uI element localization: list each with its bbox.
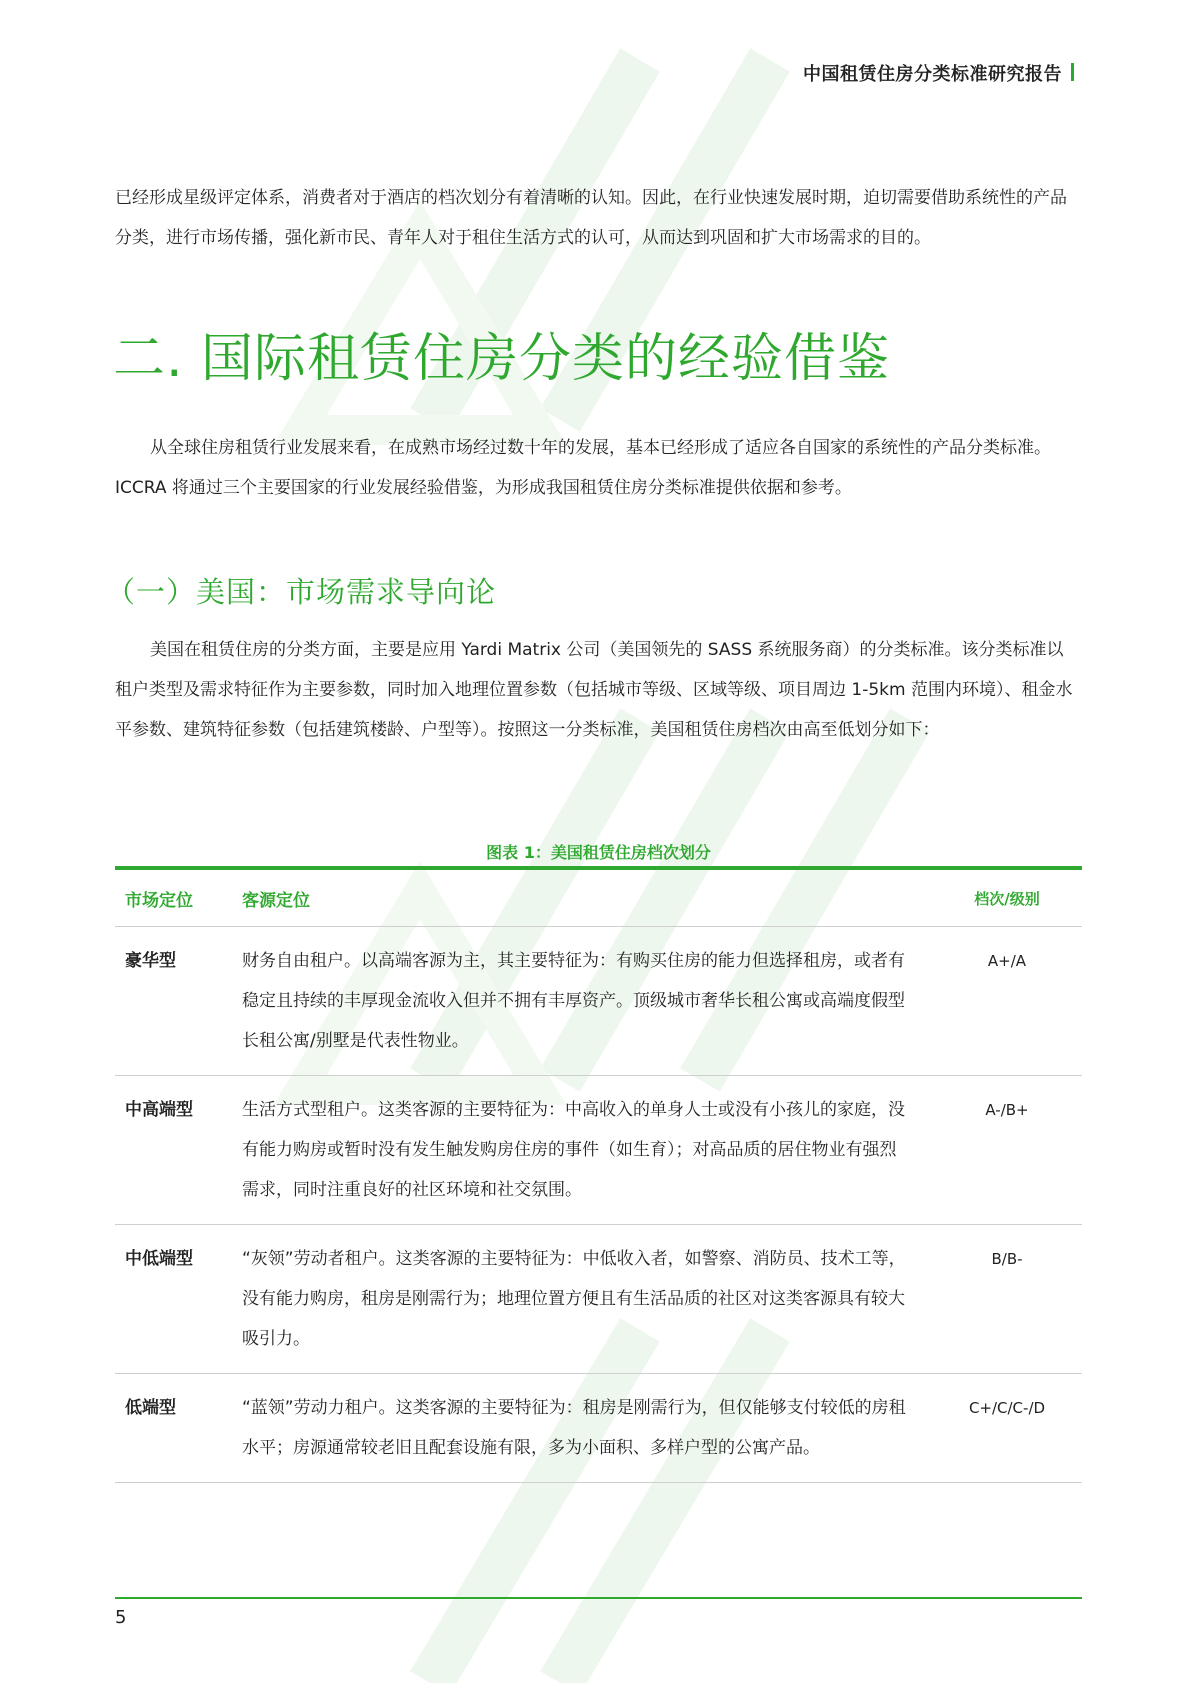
row-customer: 生活方式型租户。这类客源的主要特征为：中高收入的单身人士或没有小孩儿的家庭，没有能力购房或暂时没有发生触发购房住房的事件（如生育）；对高品质的居住物业有强烈需求，同时注重良好的社区环境和社交氛围。	[242, 1100, 905, 1200]
table-header-row	[115, 870, 1082, 927]
row-position: 低端型	[125, 1398, 176, 1418]
row-customer: 财务自由租户。以高端客源为主，其主要特征为：有购买住房的能力但选择租房，或者有稳定且持续的丰厚现金流收入但并不拥有丰厚资产。顶级城市奢华长租公寓或高端度假型长租公寓/别墅是代表性物业。	[242, 951, 905, 1051]
table-row	[115, 1225, 1082, 1374]
row-grade: B/B-	[991, 1250, 1023, 1268]
table-row	[115, 927, 1082, 1076]
row-position: 中高端型	[125, 1100, 193, 1120]
row-grade: A+/A	[987, 952, 1027, 970]
subsection-title: （一）美国：市场需求导向论	[106, 575, 497, 609]
header-accent-bar	[1071, 63, 1074, 81]
us-paragraph: 美国在租赁住房的分类方面，主要是应用 Yardi Matrix 公司（美国领先的 SASS 系统服务商）的分类标准。该分类标准以租户类型及需求特征作为主要参数，同时加入地理位置参数（包括城市等级、区域等级、项目周边 1-5km 范围内环境）、租金水平参数、建筑特征参数（包括建筑楼龄、户型等）。按照这一分类标准，美国租赁住房档次由高至低划分如下：	[115, 640, 1073, 740]
section-paragraph: 从全球住房租赁行业发展来看，在成熟市场经过数十年的发展，基本已经形成了适应各自国家的系统性的产品分类标准。ICCRA 将通过三个主要国家的行业发展经验借鉴，为形成我国租赁住房分类标准提供依据和参考。	[115, 438, 1051, 498]
row-position: 豪华型	[125, 951, 176, 971]
intro-paragraph: 已经形成星级评定体系，消费者对于酒店的档次划分有着清晰的认知。因此，在行业快速发展时期，迫切需要借助系统性的产品分类，进行市场传播，强化新市民、青年人对于租住生活方式的认可，从而达到巩固和扩大市场需求的目的。	[115, 188, 1067, 248]
row-position: 中低端型	[125, 1249, 193, 1269]
section-title: 二. 国际租赁住房分类的经验借鉴	[113, 329, 891, 389]
table-row	[115, 1374, 1082, 1483]
row-customer: “蓝领”劳动力租户。这类客源的主要特征为：租房是刚需行为，但仅能够支付较低的房租水平；房源通常较老旧且配套设施有限，多为小面积、多样户型的公寓产品。	[242, 1398, 906, 1458]
header-position: 市场定位	[125, 890, 193, 911]
footer-divider	[115, 1597, 1082, 1599]
page-number: 5	[115, 1607, 127, 1628]
table-row	[115, 1076, 1082, 1225]
report-title: 中国租赁住房分类标准研究报告	[803, 64, 1062, 85]
row-customer: “灰领”劳动者租户。这类客源的主要特征为：中低收入者，如警察、消防员、技术工等，没有能力购房，租房是刚需行为；地理位置方便且有生活品质的社区对这类客源具有较大吸引力。	[242, 1249, 906, 1349]
row-grade: A-/B+	[985, 1101, 1029, 1119]
row-grade: C+/C/C-/D	[968, 1399, 1046, 1417]
header-grade: 档次/级别	[974, 889, 1040, 908]
grade-table	[115, 866, 1082, 1483]
header-customer: 客源定位	[242, 890, 310, 911]
table-caption: 图表 1：美国租赁住房档次划分	[486, 843, 711, 862]
